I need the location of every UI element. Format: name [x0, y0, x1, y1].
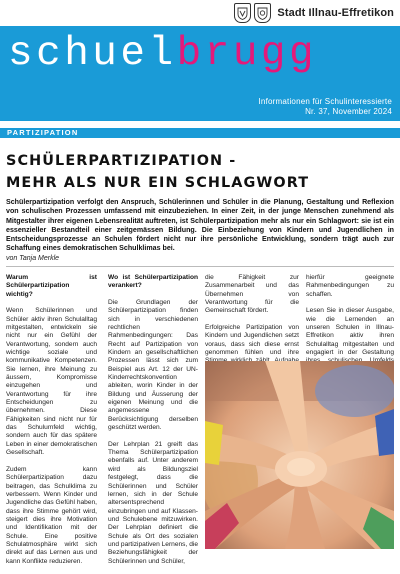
headline-line2: MEHR ALS NUR EIN SCHLAGWORT — [6, 175, 310, 191]
section-bar — [0, 128, 400, 138]
paragraph: Lesen Sie in dieser Ausgabe, wie die Lernenden an unseren Schulen in Illnau-Effretikon aktiv ihren Schulalltag mitgestalten und engagiert in der Gestaltung — [306, 307, 394, 357]
town-name: Stadt Illnau-Effretikon — [277, 7, 394, 19]
column-heading: Wo ist Schülerpartizipation verankert? — [108, 274, 198, 290]
paragraph: die Fähigkeit zur Zusammenarbeit und das Übernehmen von Verantwortung für die Gemeinschaft fördert. — [205, 274, 299, 315]
divider — [6, 266, 394, 267]
coat-of-arms-icon — [234, 3, 251, 23]
column-heading: Warum ist Schülerpartizipation wichtig? — [6, 274, 97, 298]
coat-of-arms-icon — [254, 3, 271, 23]
article-headline — [6, 150, 396, 194]
title-part2: brugg — [176, 31, 318, 77]
top-bar — [0, 0, 400, 26]
paragraph: Der Lehrplan 21 greift das Thema Schülerpartizipation ebenfalls auf. Unter anderem wird als Bildungsziel festgelegt, dass die Schülerinnen und Schüler lernen, sich in der Schule altersentsprechend einzubringen und auf Klassen- und Schulebene mitzuwirken. Der Lehrplan definiert die Schule als Ort des sozialen und partizipativen Lernens, die Beziehungsfähigkeit der Schülerinnen und Schüler, — [108, 440, 198, 565]
hands-together-photo — [205, 361, 394, 549]
masthead — [0, 26, 400, 121]
article-byline: von Tanja Merkle — [6, 255, 60, 262]
paragraph: Die Grundlagen der Schülerpartizipation finden sich in verschiedenen rechtlichen Rahmenbedingungen: Das Recht auf Partizipation von Kindern an gesellschaftlichen Prozessen lässt sich zum Beispiel aus Art. 12 der UN-Kinderrechtskonvention ableiten, worin Kinder in der Bildung und Äusserung der eigenen Meinung und die angemessene Berücksichtigung derselben geschützt werden. — [108, 298, 198, 432]
paragraph: hierfür geeignete Rahmenbedingungen zu schaffen. — [306, 274, 394, 298]
article-lead: Schülerpartizipation verfolgt den Anspruch, Schülerinnen und Schüler in die Planung, Gestaltung und Reflexion von schulischen Prozessen umfassend mit einzubeziehen. In einer Zeit, in der junge Menschen zunehmend als Mitgestalter ihrer eigenen Lebensrealität auftreten, ist Schülerpartizipation mehr als nur ein Schlagwort: sie ist ein essenzieller Bestandteil einer zeitgemässen Bildung. Die Einbeziehung von Kindern und Jugendlichen in Entscheidungsprozesse an Schulen fördert nicht nur ihre persönliche Entwicklung, sondern trägt auch zur Schaffung eines demokratischen Schulklimas bei. — [6, 198, 394, 253]
issue-number: Nr. 37, November 2024 — [305, 107, 392, 116]
newsletter-subtitle — [259, 97, 393, 117]
article-column-1 — [6, 274, 97, 574]
title-part1: schuel — [8, 31, 177, 77]
subtitle-tagline: Informationen für Schulinteressierte — [258, 97, 392, 106]
paragraph: Wenn Schülerinnen und Schüler aktiv ihren Schulalltag mitgestalten, entwickeln sie nicht nur ein Gefühl der Verantwortung, sondern auch wichtige soziale und kommunikative Kompetenzen. Sie lernen, ihre Meinung zu äussern, Kompromisse einzugehen und Verantwortung für ihre Entscheidungen zu übernehmen. Diese Fähigkeiten sind nicht nur für das Schulumfeld wichtig, sondern auch für das spätere Leben in einer demokratischen Gesellschaft. — [6, 307, 97, 457]
section-label: PARTIZIPATION — [7, 128, 79, 137]
headline-line1: SCHÜLERPARTIZIPATION - — [6, 153, 237, 169]
paragraph: Erfolgreiche Partizipation von Kindern und Jugendlichen setzt voraus, dass sich diese ernst genommen fühlen und ihre — [205, 324, 299, 357]
article-column-2 — [108, 274, 198, 574]
paragraph: Zudem kann Schülerpartizipation dazu beitragen, das Schulklima zu verbessern. Wenn Kinder und Jugendliche das Gefühl haben, dass ihre Stimme gehört wird, steigert dies ihre Motivation und Identifikation mit der Schule. Eine positive Schulatmosphäre wirkt sich direkt auf das Lernen aus und kann Konflikte reduzieren. — [6, 465, 97, 565]
newsletter-title — [8, 31, 318, 77]
town-logo[interactable] — [234, 3, 394, 23]
